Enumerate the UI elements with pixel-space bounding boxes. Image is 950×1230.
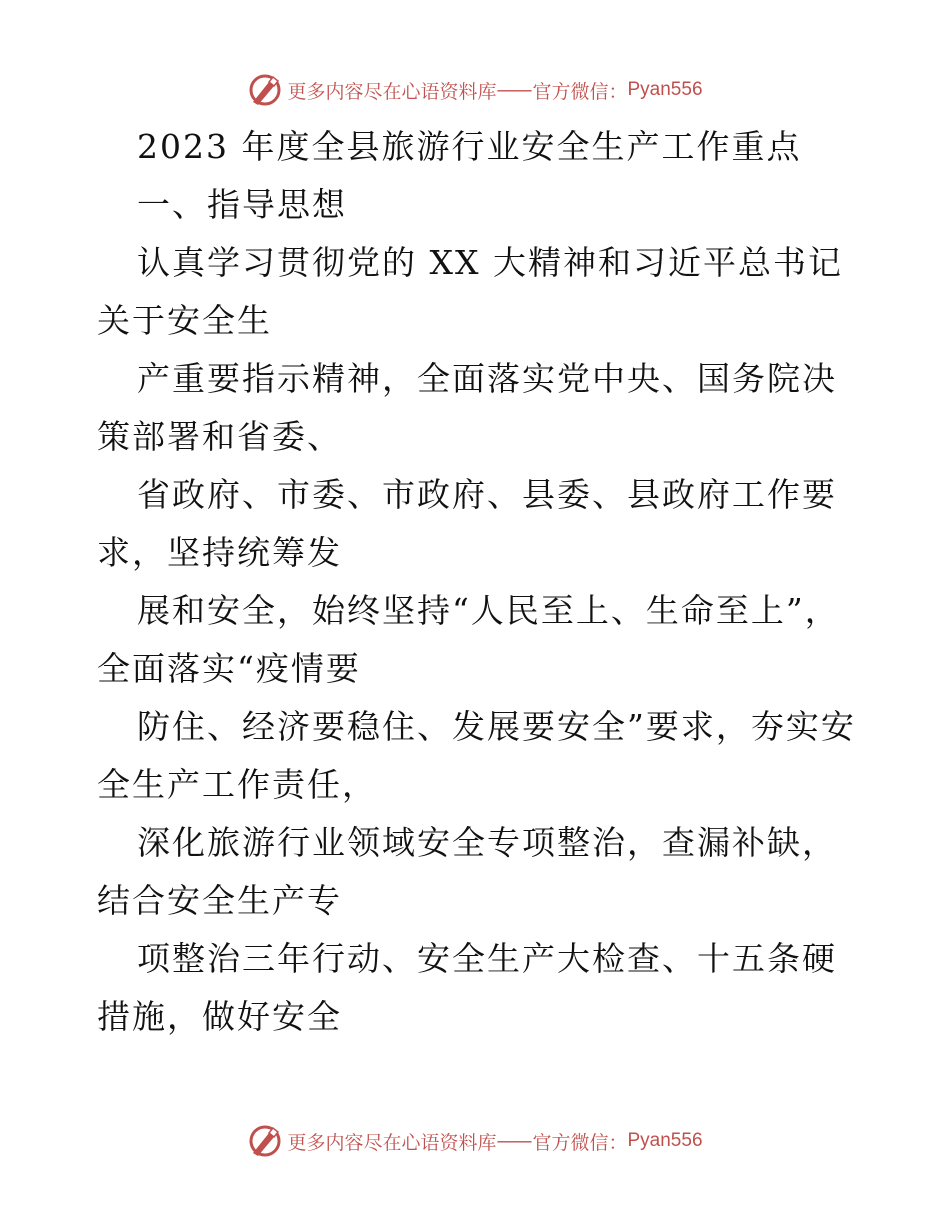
- section-heading: 一、指导思想: [137, 185, 347, 224]
- banner-dash: ——: [496, 1130, 531, 1152]
- banner-wechat-id: Pyan556: [627, 79, 703, 100]
- document-title: 2023 年度全县旅游行业安全生产工作重点: [137, 127, 802, 166]
- paragraph: 产重要指示精神，全面落实党中央、国务院决策部署和省委、: [97, 359, 837, 456]
- banner-text: 更多内容尽在心语资料库: [287, 80, 497, 103]
- header-banner[interactable]: [0, 68, 950, 112]
- paragraph: 认真学习贯彻党的 XX 大精神和习近平总书记关于安全生: [97, 243, 843, 340]
- paragraph: 项整治三年行动、安全生产大检查、十五条硬措施，做好安全: [97, 939, 837, 1036]
- footer-banner[interactable]: [0, 1119, 950, 1163]
- paragraph: 防住、经济要稳住、发展要安全”要求，夯实安全生产工作责任，: [97, 707, 856, 804]
- pen-logo-icon: [247, 72, 283, 108]
- paragraph: 省政府、市委、市政府、县委、县政府工作要求，坚持统筹发: [97, 475, 837, 572]
- banner-label: 官方微信：: [532, 1131, 628, 1154]
- banner-dash: ——: [496, 79, 531, 101]
- banner-label: 官方微信：: [532, 80, 628, 103]
- pen-logo-icon: [247, 1123, 283, 1159]
- document-body: [97, 118, 857, 1046]
- banner-text: 更多内容尽在心语资料库: [287, 1131, 497, 1154]
- paragraph: 深化旅游行业领域安全专项整治，查漏补缺，结合安全生产专: [97, 823, 837, 920]
- paragraph: 展和安全，始终坚持“人民至上、生命至上”，全面落实“疫情要: [97, 591, 840, 688]
- banner-wechat-id: Pyan556: [627, 1130, 703, 1151]
